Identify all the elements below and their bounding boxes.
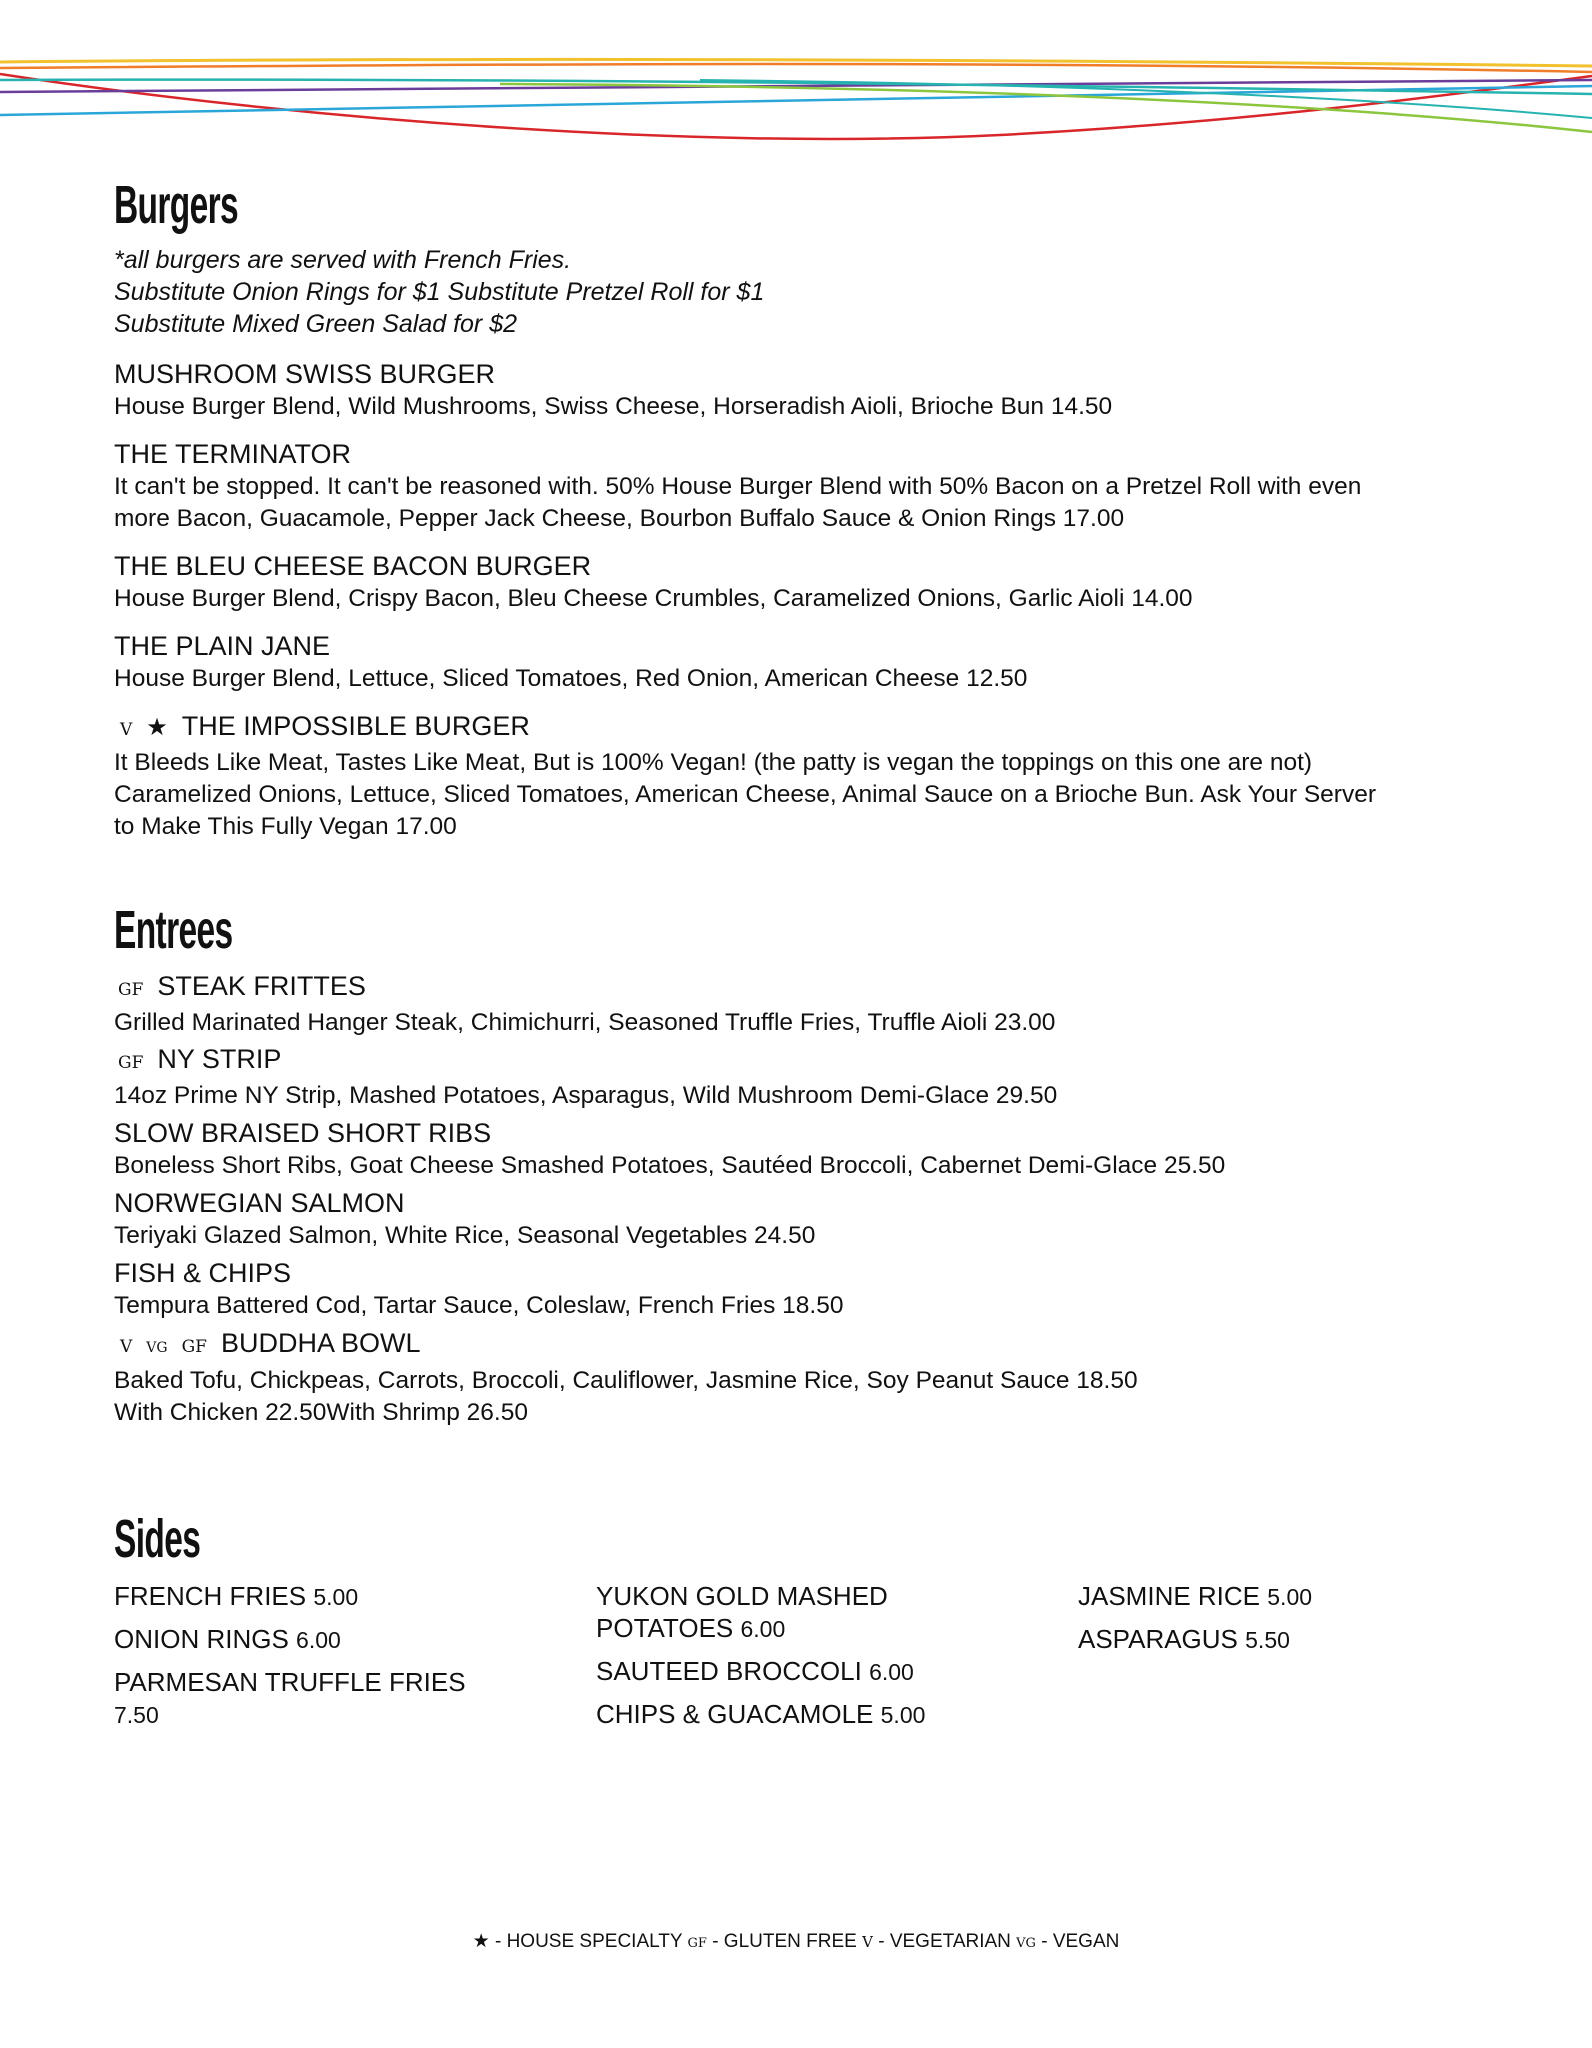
menu-item-bleu-cheese (114, 550, 1514, 615)
item-name: SLOW BRAISED SHORT RIBS (114, 1118, 492, 1148)
item-extra: With Chicken 22.50With Shrimp 26.50 (114, 1399, 528, 1426)
item-name: THE IMPOSSIBLE BURGER (181, 711, 530, 741)
section-title-sides: Sides (114, 1509, 201, 1569)
side-item: ASPARAGUS 5.50 (1078, 1624, 1290, 1654)
burger-note-2: Substitute Onion Rings for $1 Substitute Pretzel Roll for $1 (114, 278, 765, 306)
menu-item-terminator (114, 438, 1514, 535)
item-desc: Tempura Battered Cod, Tartar Sauce, Coleslaw, French Fries 18.50 (114, 1292, 844, 1319)
side-item: YUKON GOLD MASHED POTATOES 6.00 (596, 1581, 888, 1643)
side-item: JASMINE RICE 5.00 (1078, 1581, 1313, 1611)
legend (0, 1930, 1592, 1953)
item-name: NY STRIP (157, 1044, 282, 1074)
item-desc: 14oz Prime NY Strip, Mashed Potatoes, Asparagus, Wild Mushroom Demi-Glace 29.50 (114, 1082, 1058, 1109)
legend-vegan: - VEGAN (1041, 1931, 1120, 1952)
menu-item-salmon (114, 1187, 1514, 1252)
item-name: BUDDHA BOWL (220, 1328, 421, 1358)
item-name: MUSHROOM SWISS BURGER (114, 359, 496, 389)
item-name: THE PLAIN JANE (114, 631, 331, 661)
sides-column-1 (114, 1580, 494, 1741)
item-desc: Boneless Short Ribs, Goat Cheese Smashed Potatoes, Sautéed Broccoli, Cabernet Demi-Glace 25.50 (114, 1152, 1226, 1179)
side-item: SAUTEED BROCCOLI 6.00 (596, 1656, 914, 1686)
item-desc: Grilled Marinated Hanger Steak, Chimichurri, Seasoned Truffle Fries, Truffle Aioli 23.00 (114, 1009, 1056, 1036)
side-item: ONION RINGS 6.00 (114, 1624, 341, 1654)
item-desc: Baked Tofu, Chickpeas, Carrots, Broccoli, Cauliflower, Jasmine Rice, Soy Peanut Sauce 18.50 (114, 1367, 1138, 1394)
menu-item-plain-jane (114, 630, 1514, 695)
vegan-tag: VG (146, 1340, 168, 1356)
star-icon: ★ (146, 714, 168, 741)
star-icon: ★ (472, 1931, 490, 1952)
item-name: THE TERMINATOR (114, 439, 352, 469)
item-desc: It Bleeds Like Meat, Tastes Like Meat, But is 100% Vegan! (the patty is vegan the toppings on this one are not) (114, 749, 1313, 776)
item-desc: House Burger Blend, Crispy Bacon, Bleu Cheese Crumbles, Caramelized Onions, Garlic Aioli 14.00 (114, 585, 1193, 612)
legend-house-specialty: - HOUSE SPECIALTY (494, 1931, 683, 1952)
sides-column-3 (1078, 1580, 1458, 1666)
item-desc: House Burger Blend, Lettuce, Sliced Tomatoes, Red Onion, American Cheese 12.50 (114, 665, 1028, 692)
side-item: FRENCH FRIES 5.00 (114, 1581, 359, 1611)
gluten-free-tag: GF (118, 1053, 144, 1073)
menu-item-fish-chips (114, 1257, 1514, 1322)
vegan-tag: VG (1016, 1936, 1036, 1951)
item-desc: to Make This Fully Vegan 17.00 (114, 813, 457, 840)
vegetarian-tag: V (120, 720, 133, 740)
side-item: CHIPS & GUACAMOLE 5.00 (596, 1699, 926, 1729)
item-desc: House Burger Blend, Wild Mushrooms, Swiss Cheese, Horseradish Aioli, Brioche Bun 14.50 (114, 393, 1113, 420)
item-name: THE BLEU CHEESE BACON BURGER (114, 551, 592, 581)
gluten-free-tag: GF (118, 980, 144, 1000)
gluten-free-tag: GF (181, 1337, 207, 1357)
item-desc: Teriyaki Glazed Salmon, White Rice, Seasonal Vegetables 24.50 (114, 1222, 816, 1249)
decorative-color-lines (0, 0, 1592, 160)
burger-note-3: Substitute Mixed Green Salad for $2 (114, 310, 518, 338)
menu-item-impossible (114, 710, 1514, 843)
item-name: STEAK FRITTES (157, 971, 366, 1001)
menu-item-ny-strip (114, 1043, 1514, 1112)
menu-item-short-ribs (114, 1117, 1514, 1182)
item-desc: Caramelized Onions, Lettuce, Sliced Tomatoes, American Cheese, Animal Sauce on a Brioche Bun. Ask Your Server (114, 781, 1376, 808)
legend-vegetarian: - VEGETARIAN (878, 1931, 1011, 1952)
item-desc: It can't be stopped. It can't be reasoned with. 50% House Burger Blend with 50% Bacon on a Pretzel Roll with even (114, 473, 1362, 500)
side-item: PARMESAN TRUFFLE FRIES 7.50 (114, 1667, 466, 1728)
gluten-free-tag: GF (687, 1936, 707, 1951)
vegetarian-tag: V (120, 1337, 133, 1357)
item-name: FISH & CHIPS (114, 1258, 292, 1288)
menu-item-buddha-bowl (114, 1327, 1514, 1429)
item-name: NORWEGIAN SALMON (114, 1188, 405, 1218)
vegetarian-tag: V (862, 1933, 873, 1951)
section-title-entrees: Entrees (114, 900, 233, 960)
sides-column-2 (596, 1580, 976, 1741)
menu-item-mushroom-swiss (114, 358, 1514, 423)
item-desc: more Bacon, Guacamole, Pepper Jack Cheese, Bourbon Buffalo Sauce & Onion Rings 17.00 (114, 505, 1125, 532)
menu-item-steak-frittes (114, 970, 1514, 1039)
section-title-burgers: Burgers (114, 175, 239, 235)
legend-gluten-free: - GLUTEN FREE (712, 1931, 857, 1952)
burger-note-1: *all burgers are served with French Fries. (114, 246, 572, 274)
